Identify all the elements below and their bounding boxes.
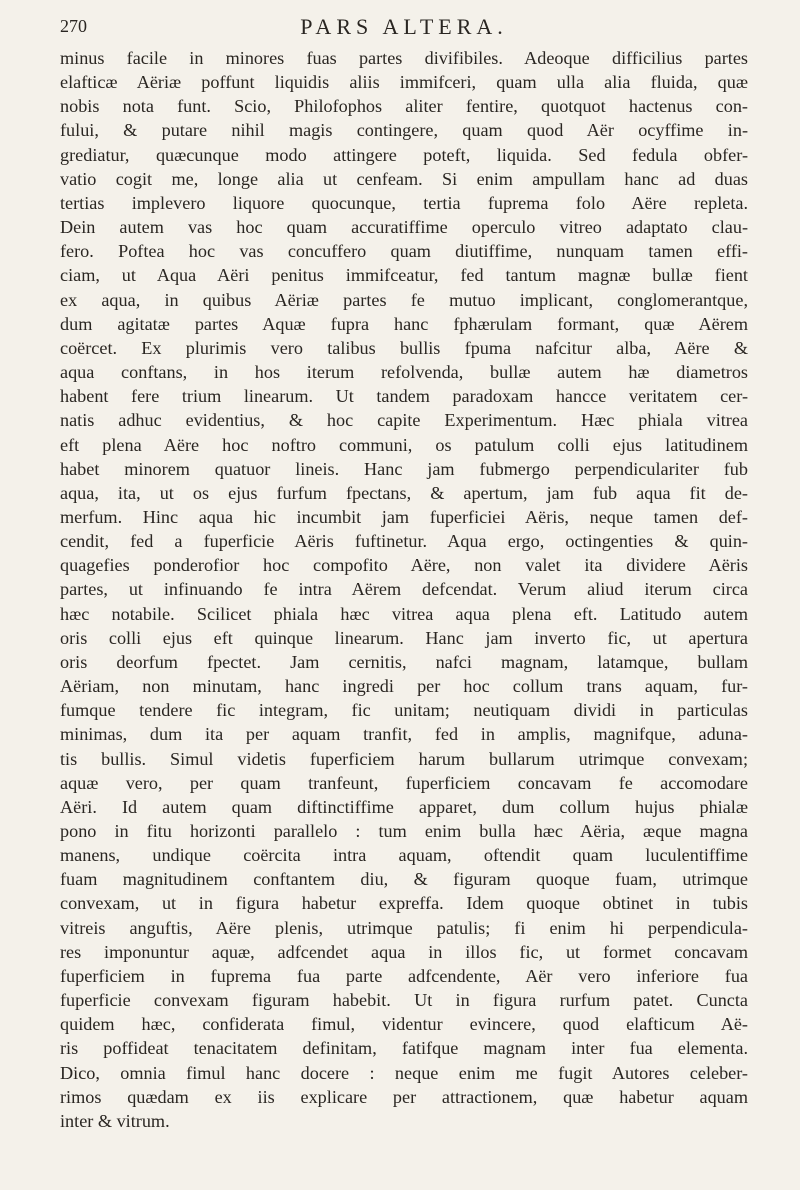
running-title: PARS ALTERA. [300,14,508,39]
text-line: minus facile in minores fuas partes divifibiles. Adeoque difficilius partes [60,48,748,68]
text-line: ris poffideat tenacitatem definitam, fatifque magnam inter fua elementa. [60,1038,748,1059]
text-line: tertias implevero liquore quocunque, tertia fuprema folo Aëre repleta. [60,192,748,213]
text-line: aquæ vero, per quam tranfeunt, fuperficiem concavam fe accomodare [60,772,748,793]
text-line: tis bullis. Simul videtis fuperficiem harum bullarum utrimque convexam; [60,748,748,769]
text-line: vatio cogit me, longe alia ut cenfeam. Si enim ampullam hanc ad duas [60,168,748,189]
text-line: merfum. Hinc aqua hic incumbit jam fuperficiei Aëris, neque tamen def- [60,506,748,527]
text-line: fero. Poftea hoc vas concuffero quam diutiffime, nunquam tamen effi- [60,241,748,262]
text-line: convexam, ut in figura habetur expreffa. Idem quoque obtinet in tubis [60,893,748,914]
text-line: res imponuntur aquæ, adfcendet aqua in illos fic, ut formet concavam [60,941,748,962]
text-line: Aëri. Id autem quam diftinctiffime apparet, dum collum hujus phialæ [60,796,748,817]
body-text [60,46,748,1133]
text-line: aqua conftans, in hos iterum refolvenda, bullæ autem hæ diametros [60,362,748,383]
text-line: quidem hæc, confiderata fimul, videntur evincere, quod elafticum Aë- [60,1014,748,1035]
text-line: rimos quædam ex iis explicare per attractionem, quæ habetur aquam [60,1086,748,1107]
text-line: ciam, ut Aqua Aëri penitus immifceatur, fed tantum magnæ bullæ fient [60,265,748,286]
text-line: quagefies ponderofior hoc compofito Aëre, non valet ita dividere Aëris [60,555,748,576]
text-line: minimas, dum ita per aquam tranfit, fed in amplis, magnifque, aduna- [60,724,748,745]
text-line: coërcet. Ex plurimis vero talibus bullis fpuma nafcitur alba, Aëre & [60,337,748,358]
text-line: natis adhuc evidentius, & hoc capite Experimentum. Hæc phiala vitrea [60,410,748,431]
text-line: Aëriam, non minutam, hanc ingredi per hoc collum trans aquam, fur- [60,676,748,697]
text-line: elafticæ Aëriæ poffunt liquidis aliis immifceri, quam ulla alia fluida, quæ [60,72,748,93]
text-line: nobis nota funt. Scio, Philofophos aliter fentire, quotquot hactenus con- [60,96,748,117]
text-line: oris deorfum fpectet. Jam cernitis, nafci magnam, latamque, bullam [60,651,748,672]
text-line: Dico, omnia fimul hanc docere : neque enim me fugit Autores celeber- [60,1062,748,1083]
text-line: dum agitatæ partes Aquæ fupra hanc fphærulam formant, quæ Aërem [60,313,748,334]
text-line: inter & vitrum. [60,1110,170,1131]
text-line: eft plena Aëre hoc noftro communi, os patulum colli ejus latitudinem [60,434,748,455]
text-line: partes, ut infinuando fe intra Aërem defcendat. Verum aliud iterum circa [60,579,748,600]
text-line: habet minorem quatuor lineis. Hanc jam fubmergo perpendiculariter fub [60,458,748,479]
text-line: oris colli ejus eft quinque linearum. Hanc jam inverto fic, ut apertura [60,627,748,648]
text-line: ex aqua, in quibus Aëriæ partes fe mutuo implicant, conglomerantque, [60,289,748,310]
text-line: fuperficie convexam figuram habebit. Ut in figura rurfum patet. Cuncta [60,990,748,1011]
text-line: habent fere trium linearum. Ut tandem paradoxam hancce veritatem cer- [60,386,748,407]
text-line: fuperficiem in fuprema fua parte adfcendente, Aër vero inferiore fua [60,965,748,986]
text-line: pono in fitu horizonti parallelo : tum enim bulla hæc Aëria, æque magna [60,821,748,841]
text-line: manens, undique coërcita intra aquam, oftendit quam luculentiffime [60,845,748,866]
text-line: fuam magnitudinem conftantem diu, & figuram quoque fuam, utrimque [60,869,748,890]
text-line: vitreis anguftis, Aëre plenis, utrimque patulis; fi enim hi perpendicula- [60,917,748,938]
text-line: fumque tendere fic integram, fic unitam; neutiquam dividi in particulas [60,700,748,721]
text-line: aqua, ita, ut os ejus furfum fpectans, & apertum, jam fub aqua fit de- [60,482,748,503]
text-line: fului, & putare nihil magis contingere, quam quod Aër ocyffime in- [60,120,748,141]
text-line: hæc notabile. Scilicet phiala hæc vitrea aqua plena eft. Latitudo autem [60,603,748,624]
text-line: cendit, fed a fuperficie Aëris fuftinetur. Aqua ergo, octingenties & quin- [60,531,748,552]
page-header [60,14,748,44]
text-line: Dein autem vas hoc quam accuratiffime operculo vitreo adaptato clau- [60,217,748,238]
text-line: grediatur, quæcunque modo attingere poteft, liquida. Sed fedula obfer- [60,144,748,165]
page-number: 270 [60,16,87,36]
